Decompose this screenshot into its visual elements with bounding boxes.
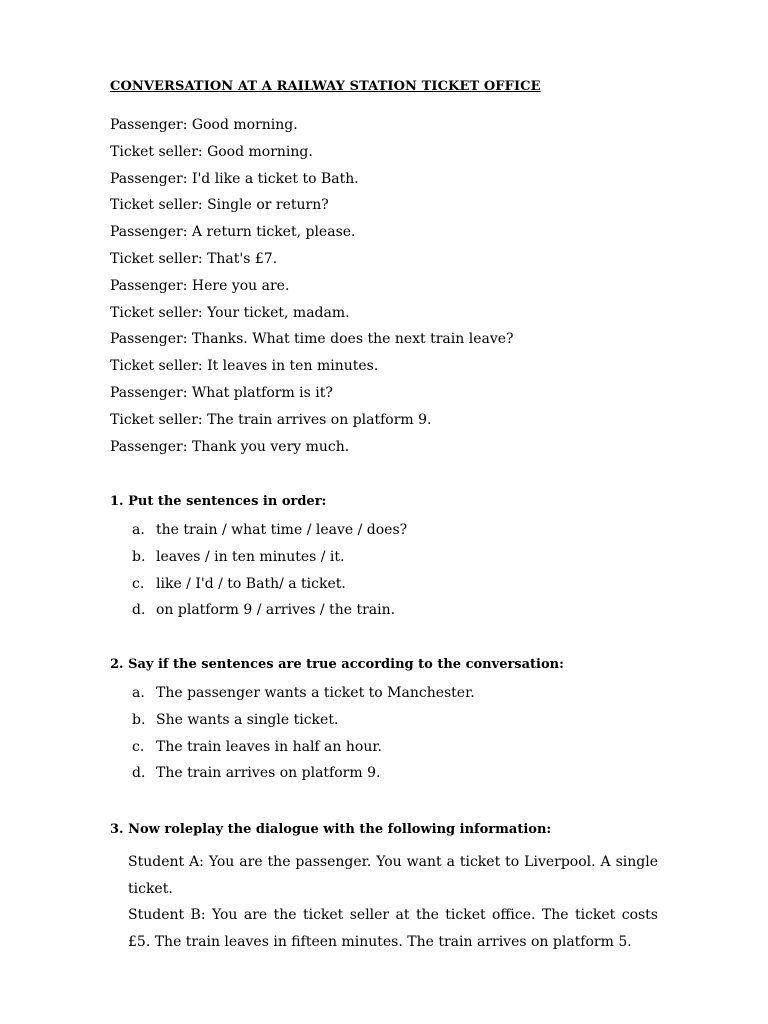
dialogue-line: Passenger: A return ticket, please.	[110, 224, 356, 241]
dialogue-line: Ticket seller: It leaves in ten minutes.	[110, 358, 379, 375]
item-text: She wants a single ticket.	[156, 711, 339, 728]
document-title: CONVERSATION AT A RAILWAY STATION TICKET OFFICE	[110, 79, 541, 94]
list-item	[132, 764, 475, 791]
dialogue-line: Passenger: Thank you very much.	[110, 438, 350, 455]
exercise-2-list	[132, 684, 475, 791]
roleplay-instructions	[128, 849, 658, 955]
dialogue-line: Passenger: Thanks. What time does the next train leave?	[110, 331, 514, 348]
dialogue-line: Ticket seller: Your ticket, madam.	[110, 304, 350, 321]
dialogue-line: Ticket seller: The train arrives on platform 9.	[110, 411, 432, 428]
dialogue-line: Passenger: What platform is it?	[110, 384, 333, 401]
item-letter: d.	[132, 765, 146, 782]
item-letter: b.	[132, 548, 146, 565]
dialogue-list	[110, 116, 514, 464]
student-a-text: Student A: You are the passenger. You want a ticket to Liverpool. A single ticket.	[128, 854, 658, 897]
list-item	[132, 738, 475, 765]
item-letter: b.	[132, 711, 146, 728]
exercise-2-heading: 2. Say if the sentences are true according to the conversation:	[110, 657, 564, 672]
dialogue-line: Passenger: Good morning.	[110, 117, 298, 133]
item-letter: c.	[132, 575, 145, 592]
item-text: The train arrives on platform 9.	[156, 765, 381, 782]
item-text: The train leaves in half an hour.	[156, 738, 382, 755]
dialogue-line: Passenger: I'd like a ticket to Bath.	[110, 170, 359, 187]
item-letter: d.	[132, 602, 146, 619]
item-text: the train / what time / leave / does?	[156, 522, 408, 538]
list-item	[132, 711, 475, 738]
dialogue-line: Ticket seller: That's £7.	[110, 250, 278, 267]
student-b-text: Student B: You are the ticket seller at the ticket office. The ticket costs £5. The train leaves in fifteen minutes. The train arrives on platform 5.	[128, 907, 658, 950]
item-text: like / I'd / to Bath/ a ticket.	[156, 575, 346, 592]
list-item	[132, 601, 407, 628]
dialogue-line: Passenger: Here you are.	[110, 277, 290, 294]
dialogue-line: Ticket seller: Single or return?	[110, 197, 329, 214]
exercise-3-heading: 3. Now roleplay the dialogue with the following information:	[110, 822, 552, 837]
list-item	[132, 521, 407, 548]
list-item	[132, 575, 407, 602]
item-letter: a.	[132, 685, 145, 701]
exercise-1-list	[132, 521, 407, 628]
list-item	[132, 684, 475, 711]
dialogue-line: Ticket seller: Good morning.	[110, 143, 313, 160]
item-letter: c.	[132, 738, 145, 755]
item-letter: a.	[132, 522, 145, 538]
exercise-1-heading: 1. Put the sentences in order:	[110, 494, 327, 509]
item-text: The passenger wants a ticket to Manchester.	[156, 685, 475, 701]
item-text: on platform 9 / arrives / the train.	[156, 602, 396, 619]
item-text: leaves / in ten minutes / it.	[156, 548, 345, 565]
list-item	[132, 548, 407, 575]
